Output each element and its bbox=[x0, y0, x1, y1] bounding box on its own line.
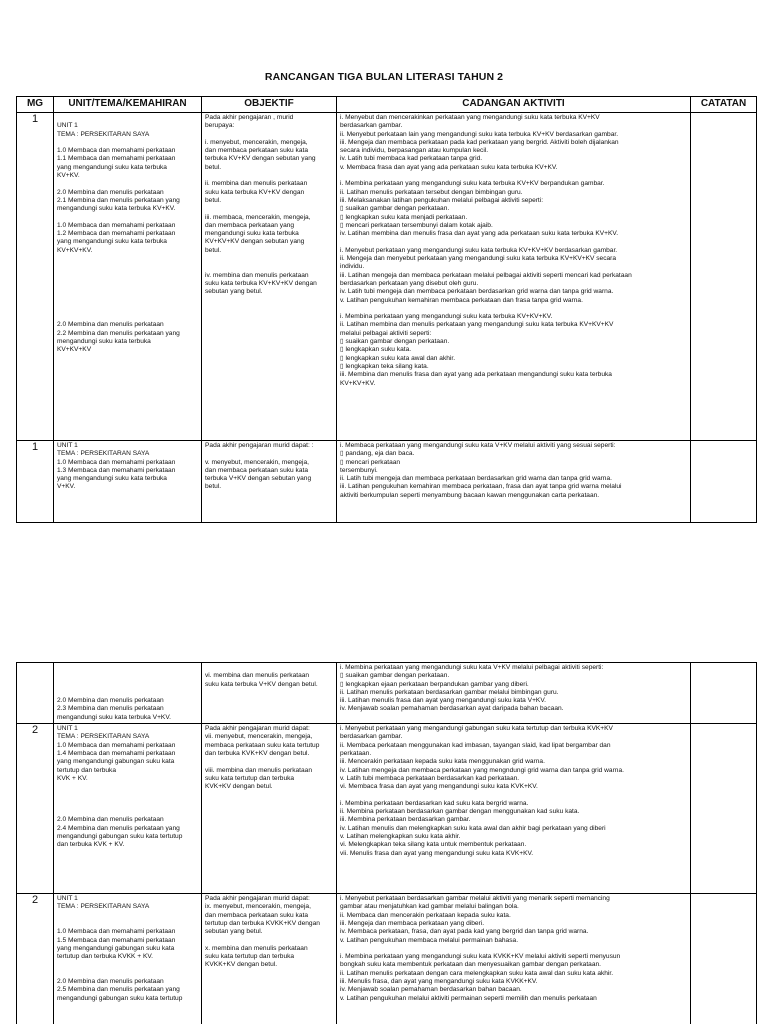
unit-line bbox=[57, 920, 198, 928]
unit-line: tertutup dan terbuka KVKK + KV. bbox=[57, 953, 153, 961]
objektif-line bbox=[205, 255, 333, 263]
objektif-line: suku kata tertutup dan terbuka bbox=[205, 774, 295, 782]
cell-aktiviti bbox=[337, 663, 691, 724]
cell-unit bbox=[54, 113, 202, 441]
aktiviti-line: ▯ lengkapkan suku kata menjadi perkataan. bbox=[340, 213, 468, 221]
cell-objektif bbox=[202, 663, 337, 724]
plan-table bbox=[16, 96, 757, 523]
aktiviti-line: ▯ suaikan gambar dengan perkataan. bbox=[340, 338, 450, 346]
objektif-line: KVK+KV dengan betul. bbox=[205, 783, 273, 791]
aktiviti-line: v. Latihan melengkapkan suku kata akhir. bbox=[340, 832, 461, 840]
cell-catatan bbox=[691, 113, 757, 441]
aktiviti-line bbox=[340, 172, 687, 180]
objektif-line bbox=[205, 205, 333, 213]
page-2 bbox=[0, 662, 768, 1024]
aktiviti-line: ii. Latihan membina dan menulis perkataan yang mengandungi suku kata terbuka KV+KV+KV bbox=[340, 321, 614, 329]
header-unit: UNIT/TEMA/KEMAHIRAN bbox=[54, 97, 202, 113]
unit-line: 1.3 Membaca dan memahami perkataan bbox=[57, 466, 176, 474]
cell-mg: 1 bbox=[17, 113, 54, 441]
objektif-line: x. membina dan menulis perkataan bbox=[205, 944, 308, 952]
table-row bbox=[17, 894, 757, 1024]
aktiviti-line: iv. Latihan membina dan menulis frasa dan ayat yang ada perkataan suku kata terbuka KV+KV. bbox=[340, 230, 619, 238]
plan-table-continued bbox=[16, 662, 757, 1024]
unit-line bbox=[57, 139, 198, 147]
aktiviti-line: iii. Latihan pengukuhan kemahiran membaca perkataan, frasa dan ayat tanpa grid warna melalui bbox=[340, 483, 622, 491]
unit-line: mengandungi suku kata terbuka bbox=[57, 338, 151, 346]
objektif-line bbox=[205, 172, 333, 180]
unit-line bbox=[57, 297, 198, 305]
aktiviti-line: ii. Latih tubi mengeja dan membaca perkataan berdasarkan grid warna dan tanpa grid warna. bbox=[340, 475, 612, 483]
unit-line: 1.0 Membaca dan memahami perkataan bbox=[57, 928, 176, 936]
aktiviti-line: iv. Latih tubi mengeja dan membaca perkataan berdasarkan grid warna dan tanpa grid warna. bbox=[340, 288, 614, 296]
unit-line bbox=[57, 272, 198, 280]
objektif-line: dan terbuka KVK+KV dengan betul. bbox=[205, 749, 310, 757]
unit-line: yang mengandungi suku kata terbuka bbox=[57, 475, 167, 483]
aktiviti-line: secara individu, berpasangan atau kumpulan kecil. bbox=[340, 147, 489, 155]
objektif-line: ii. membina dan menulis perkataan bbox=[205, 180, 308, 188]
aktiviti-line: ▯ suaikan gambar dengan perkataan. bbox=[340, 205, 450, 213]
cell-mg: 1 bbox=[17, 441, 54, 523]
unit-line: 1.0 Membaca dan memahami perkataan bbox=[57, 458, 176, 466]
aktiviti-line: iii. Latihan menulis frasa dan ayat yang mengandungi suku kata V+KV. bbox=[340, 697, 546, 705]
aktiviti-line: iii. Latihan mengeja dan membaca perkataan melalui pelbagai aktiviti seperti mencari kad perkataan bbox=[340, 271, 632, 279]
aktiviti-line: i. Membina perkataan yang mengandungi suku kata terbuka KV+KV berpandukan gambar. bbox=[340, 180, 605, 188]
unit-line: 2.0 Membina dan menulis perkataan bbox=[57, 978, 164, 986]
unit-line: 1.0 Membaca dan memahami perkataan bbox=[57, 741, 176, 749]
cell-aktiviti bbox=[337, 894, 691, 1024]
aktiviti-line: iv. Latihan mengeja dan membaca perkataan yang mengndungi grid warna dan tanpa grid warna. bbox=[340, 766, 624, 774]
objektif-line bbox=[205, 664, 333, 672]
unit-line: TEMA : PERSEKITARAN SAYA bbox=[57, 450, 150, 458]
cell-unit bbox=[54, 663, 202, 724]
objektif-line: suku kata terbuka V+KV dengan betul. bbox=[205, 680, 318, 688]
unit-line bbox=[57, 783, 198, 791]
aktiviti-line bbox=[340, 305, 687, 313]
header-catatan: CATATAN bbox=[691, 97, 757, 113]
aktiviti-line: iii. Mencerakin perkataan kepada suku kata menggunakan grid warna. bbox=[340, 758, 545, 766]
unit-line: UNIT 1 bbox=[57, 895, 78, 903]
unit-line bbox=[57, 263, 198, 271]
aktiviti-line: ▯ lengkapkan teka silang kata. bbox=[340, 362, 429, 370]
objektif-line: terbuka V+KV dengan sebutan yang bbox=[205, 475, 312, 483]
unit-line: 1.5 Membaca dan memahami perkataan bbox=[57, 936, 176, 944]
aktiviti-line: ii. Latihan menulis perkataan dengan cara melengkapkan suku kata awal dan suku kata akhir. bbox=[340, 969, 614, 977]
objektif-line bbox=[205, 131, 333, 139]
objektif-line: tertutup dan terbuka KVKK+KV dengan bbox=[205, 919, 320, 927]
objektif-line: berupaya: bbox=[205, 122, 235, 130]
aktiviti-line: i. Membina perkataan yang mengandungi suku kata V+KV melalui pelbagai aktiviti seperti: bbox=[340, 664, 604, 671]
objektif-line: KV+KV+KV dengan sebutan yang bbox=[205, 238, 305, 246]
unit-line bbox=[57, 214, 198, 222]
unit-line bbox=[57, 288, 198, 296]
aktiviti-line: ▯ pandang, eja dan baca. bbox=[340, 450, 415, 458]
unit-line: UNIT 1 bbox=[57, 725, 78, 733]
unit-line: mengandungi gabungan suku kata tertutup bbox=[57, 832, 183, 840]
aktiviti-line: iii. Membina dan menulis frasa dan ayat yang ada perkataan mengandungi suku kata terbuka bbox=[340, 371, 612, 379]
cell-aktiviti bbox=[337, 724, 691, 894]
objektif-line: i. menyebut, mencerakin, mengeja, bbox=[205, 138, 308, 146]
unit-line: yang mengandungi gabungan suku kata bbox=[57, 758, 175, 766]
objektif-line: Pada akhir pengajaran murid dapat: bbox=[205, 895, 310, 903]
aktiviti-line: vi. Membaca frasa dan ayat yang mengandungi suku kata KVK+KV. bbox=[340, 783, 538, 791]
aktiviti-line: i. Membina perkataan berdasarkan kad suku kata bergrid warna. bbox=[340, 799, 529, 807]
objektif-line: viii. membina dan menulis perkataan bbox=[205, 766, 313, 774]
objektif-line: Pada akhir pengajaran murid dapat: bbox=[205, 725, 310, 733]
unit-line: 1.0 Membaca dan memahami perkataan bbox=[57, 147, 176, 155]
aktiviti-line: ▯ suaikan gambar dengan perkataan. bbox=[340, 672, 450, 680]
aktiviti-line: vi. Melengkapkan teka silang kata untuk membentuk perkataan. bbox=[340, 841, 527, 849]
objektif-line: Pada akhir pengajaran , murid bbox=[205, 114, 294, 121]
aktiviti-line: iv. Latihan menulis dan melengkapkan suku kata awal dan akhir bagi perkataan yang diberi bbox=[340, 824, 606, 832]
aktiviti-line: iii. Mengeja dan membaca perkataan pada kad perkataan yang bergrid. Aktiviti boleh dijalankan bbox=[340, 138, 619, 146]
aktiviti-line: iii. Membina perkataan berdasarkan gambar. bbox=[340, 816, 471, 824]
aktiviti-line bbox=[340, 791, 687, 799]
objektif-line: dan membaca perkataan suku kata bbox=[205, 466, 308, 474]
unit-line: tertutup dan terbuka bbox=[57, 766, 117, 774]
unit-line: 2.2 Membina dan menulis perkataan yang bbox=[57, 329, 180, 337]
table-row bbox=[17, 441, 757, 523]
objektif-line: suku kata tertutup dan terbuka bbox=[205, 953, 295, 961]
aktiviti-line: bongkah suku kata membentuk perkataan dan menyesuaikan gambar dengan perkataan. bbox=[340, 961, 601, 969]
objektif-line: suku kata terbuka KV+KV+KV dengan bbox=[205, 279, 317, 287]
header-aktiviti: CADANGAN AKTIVITI bbox=[337, 97, 691, 113]
objektif-line: dan membaca perkataan suku kata bbox=[205, 147, 308, 155]
aktiviti-line: i. Membina perkataan yang mengandungi suku kata KVKK+KV melalui aktiviti seperti menyusun bbox=[340, 953, 621, 961]
unit-line: mengandungi suku kata terbuka V+KV. bbox=[57, 713, 171, 721]
unit-line: yang mengandungi suku kata terbuka bbox=[57, 238, 167, 246]
objektif-line: mengandungi suku kata terbuka bbox=[205, 230, 299, 238]
cell-catatan bbox=[691, 724, 757, 894]
table-header-row bbox=[17, 97, 757, 113]
aktiviti-line: tersembunyi. bbox=[340, 466, 378, 474]
objektif-line bbox=[205, 263, 333, 271]
aktiviti-line: i. Membina perkataan yang mengandungi suku kata terbuka KV+KV+KV. bbox=[340, 313, 553, 321]
unit-line: TEMA : PERSEKITARAN SAYA bbox=[57, 903, 150, 911]
aktiviti-line: ▯ lengkapkan suku kata awal dan akhir. bbox=[340, 354, 456, 362]
document-title: RANCANGAN TIGA BULAN LITERASI TAHUN 2 bbox=[264, 71, 504, 83]
aktiviti-line: iv. Membaca perkataan, frasa, dan ayat pada kad yang bergrid dan tanpa grid warna. bbox=[340, 928, 589, 936]
aktiviti-line bbox=[340, 945, 687, 953]
aktiviti-line bbox=[340, 238, 687, 246]
objektif-line bbox=[205, 758, 333, 766]
cell-catatan bbox=[691, 441, 757, 523]
unit-line: KV+KV+KV. bbox=[57, 246, 93, 254]
objektif-line: dan membaca perkataan yang bbox=[205, 221, 295, 229]
objektif-line: iii. membaca, mencerakin, mengeja, bbox=[205, 213, 311, 221]
aktiviti-line: vii. Menulis frasa dan ayat yang mengandungi suku kata KVK+KV. bbox=[340, 849, 534, 857]
aktiviti-line: v. Latihan pengukuhan membaca melalui permainan bahasa. bbox=[340, 936, 519, 944]
unit-line bbox=[57, 791, 198, 799]
table-row bbox=[17, 724, 757, 894]
aktiviti-line: ▯ mencari perkataan tersembunyi dalam kotak ajaib. bbox=[340, 221, 493, 229]
unit-line: 2.0 Membina dan menulis perkataan bbox=[57, 321, 164, 329]
objektif-line: iv. membina dan menulis perkataan bbox=[205, 271, 309, 279]
cell-objektif bbox=[202, 724, 337, 894]
aktiviti-line: iv. Menjawab soalan pemahaman berdasarkan bahan bacaan. bbox=[340, 986, 522, 994]
aktiviti-line: KV+KV+KV. bbox=[340, 379, 376, 387]
table-row bbox=[17, 113, 757, 441]
unit-line bbox=[57, 255, 198, 263]
unit-line: KVK + KV. bbox=[57, 774, 88, 782]
aktiviti-line: iii. Mengeja dan membaca perkataan yang diberi. bbox=[340, 919, 485, 927]
unit-line bbox=[57, 681, 198, 689]
aktiviti-line: berdasarkan gambar. bbox=[340, 122, 403, 130]
aktiviti-line: i. Menyebut perkataan yang mengandungi suku kata terbuka KV+KV+KV berdasarkan gambar. bbox=[340, 246, 618, 254]
unit-line: V+KV. bbox=[57, 483, 76, 491]
aktiviti-line: gambar atau menjatuhkan kad gambar melalui balingan bola. bbox=[340, 903, 519, 911]
cell-objektif bbox=[202, 113, 337, 441]
cell-mg: 2 bbox=[17, 724, 54, 894]
aktiviti-line: v. Latihan pengukuhan kemahiran membaca perkataan dan frasa tanpa grid warna. bbox=[340, 296, 583, 304]
unit-line: TEMA : PERSEKITARAN SAYA bbox=[57, 130, 150, 138]
aktiviti-line: iv. Latih tubi membaca kad perkataan tanpa grid. bbox=[340, 155, 483, 163]
aktiviti-line: i. Menyebut perkataan berdasarkan gambar melalui aktiviti yang menarik seperti memancing bbox=[340, 895, 610, 903]
aktiviti-line: ii. Membaca dan mencerakin perkataan kepada suku kata. bbox=[340, 911, 511, 919]
unit-line: yang mengandungi gabungan suku kata bbox=[57, 944, 175, 952]
aktiviti-line: i. Menyebut perkataan yang mengandungi gabungan suku kata tertutup dan terbuka KVK+KV bbox=[340, 725, 613, 733]
unit-line bbox=[57, 912, 198, 920]
unit-line: dan terbuka KVK + KV. bbox=[57, 841, 125, 849]
unit-line: 2.3 Membina dan menulis perkataan bbox=[57, 705, 164, 713]
aktiviti-line: i. Membaca perkataan yang mengandungi suku kata V+KV melalui aktiviti yang sesuai seperti: bbox=[340, 442, 616, 449]
cell-catatan bbox=[691, 663, 757, 724]
unit-line: 1.0 Membaca dan memahami perkataan bbox=[57, 221, 176, 229]
aktiviti-line: ii. Latihan menulis perkataan tersebut dengan bimbingan guru. bbox=[340, 188, 523, 196]
unit-line bbox=[57, 689, 198, 697]
aktiviti-line: berdasarkan gambar. bbox=[340, 733, 403, 741]
aktiviti-line: ii. Mengeja dan menyebut perkataan yang mengandungi suku kata terbuka KV+KV+KV secara bbox=[340, 255, 617, 263]
aktiviti-line: iv. Menjawab soalan pemahaman berdasarkan ayat daripada bahan bacaan. bbox=[340, 705, 564, 713]
header-objektif: OBJEKTIF bbox=[202, 97, 337, 113]
aktiviti-line: melalui pelbagai aktiviti seperti: bbox=[340, 329, 432, 337]
objektif-line bbox=[205, 937, 333, 945]
objektif-line: betul. bbox=[205, 196, 222, 204]
unit-line bbox=[57, 114, 198, 122]
unit-line bbox=[57, 808, 198, 816]
cell-aktiviti bbox=[337, 113, 691, 441]
unit-line: 1.1 Membaca dan memahami perkataan bbox=[57, 155, 176, 163]
unit-line: 2.5 Membina dan menulis perkataan yang bbox=[57, 986, 180, 994]
unit-line bbox=[57, 800, 198, 808]
unit-line bbox=[57, 280, 198, 288]
cell-aktiviti bbox=[337, 441, 691, 523]
unit-line: 2.0 Membina dan menulis perkataan bbox=[57, 816, 164, 824]
objektif-line: sebutan yang betul. bbox=[205, 288, 263, 296]
objektif-line: dan membaca perkataan suku kata bbox=[205, 911, 308, 919]
aktiviti-line: berdasarkan perkataan yang disebut oleh guru. bbox=[340, 279, 479, 287]
objektif-line: Pada akhir pengajaran murid dapat: : bbox=[205, 442, 314, 449]
unit-line: KV+KV+KV bbox=[57, 346, 92, 354]
header-mg: MG bbox=[17, 97, 54, 113]
unit-line: UNIT 1 bbox=[57, 442, 78, 449]
cell-objektif bbox=[202, 441, 337, 523]
objektif-line: vi. membina dan menulis perkataan bbox=[205, 672, 310, 680]
aktiviti-line: ii. Membaca perkataan menggunakan kad imbasan, tayangan slaid, kad lipat bergambar dan bbox=[340, 741, 611, 749]
aktiviti-line: v. Membaca frasa dan ayat yang ada perkataan suku kata terbuka KV+KV. bbox=[340, 163, 558, 171]
aktiviti-line: iii. Melaksanakan latihan pengukuhan melalui pelbagai aktiviti seperti: bbox=[340, 196, 544, 204]
aktiviti-line: v. Latihan pengukuhan melalui aktiviti permainan seperti memilih dan menulis perkataan bbox=[340, 994, 597, 1002]
cell-objektif bbox=[202, 894, 337, 1024]
unit-line: 1.4 Membaca dan memahami perkataan bbox=[57, 749, 176, 757]
unit-line: 2.0 Membina dan menulis perkataan bbox=[57, 188, 164, 196]
cell-mg bbox=[17, 663, 54, 724]
unit-line bbox=[57, 180, 198, 188]
objektif-line: membaca perkataan suku kata tertutup bbox=[205, 741, 320, 749]
unit-line: TEMA : PERSEKITARAN SAYA bbox=[57, 733, 150, 741]
aktiviti-line: aktiviti berkumpulan seperti menyambung bacaan kawan menggunakan carta perkataan. bbox=[340, 491, 600, 499]
cell-unit bbox=[54, 441, 202, 523]
page-gap bbox=[0, 560, 768, 662]
aktiviti-line: ▯ lengkapkan suku kata. bbox=[340, 346, 412, 354]
objektif-line: sebutan yang betul. bbox=[205, 928, 263, 936]
cell-unit bbox=[54, 724, 202, 894]
aktiviti-line: i. Menyebut dan mencerakinkan perkataan yang mengandungi suku kata terbuka KV+KV bbox=[340, 114, 600, 121]
cell-unit bbox=[54, 894, 202, 1024]
unit-line: 2.0 Membina dan menulis perkataan bbox=[57, 697, 164, 705]
aktiviti-line: iii. Menulis frasa, dan ayat yang mengandungi suku kata KVKK+KV. bbox=[340, 978, 538, 986]
cell-mg: 2 bbox=[17, 894, 54, 1024]
objektif-line: terbuka KV+KV dengan sebutan yang bbox=[205, 155, 316, 163]
aktiviti-line: ii. Latihan menulis perkataan berdasarkan gambar melalui bimbingan guru. bbox=[340, 688, 559, 696]
unit-line: yang mengandungi suku kata terbuka bbox=[57, 163, 167, 171]
unit-line bbox=[57, 672, 198, 680]
unit-line: KV+KV. bbox=[57, 172, 80, 180]
unit-line bbox=[57, 664, 198, 672]
aktiviti-line: ▯ lengkapkan ejaan perkataan berpandukan gambar yang diberi. bbox=[340, 680, 529, 688]
unit-line: 2.4 Membina dan menulis perkataan yang bbox=[57, 824, 180, 832]
objektif-line: v. menyebut, mencerakin, mengeja, bbox=[205, 458, 309, 466]
aktiviti-line: perkataan. bbox=[340, 749, 372, 757]
unit-line bbox=[57, 313, 198, 321]
unit-line bbox=[57, 961, 198, 969]
objektif-line bbox=[205, 450, 333, 458]
unit-line: UNIT 1 bbox=[57, 122, 78, 130]
unit-line bbox=[57, 305, 198, 313]
unit-line: mengandungi suku kata terbuka KV+KV. bbox=[57, 205, 176, 213]
objektif-line: betul. bbox=[205, 163, 222, 171]
objektif-line: betul. bbox=[205, 246, 222, 254]
aktiviti-line: v. Latih tubi membaca perkataan berdasarkan kad perkataan. bbox=[340, 774, 520, 782]
unit-line: mengandungi gabungan suku kata tertutup bbox=[57, 994, 183, 1002]
unit-line: 1.2 Membaca dan memahami perkataan bbox=[57, 230, 176, 238]
unit-line: 2.1 Membina dan menulis perkataan yang bbox=[57, 196, 180, 204]
objektif-line: ix. menyebut, mencerakin, mengeja, bbox=[205, 903, 311, 911]
aktiviti-line: ▯ mencari perkataan bbox=[340, 458, 401, 466]
unit-line bbox=[57, 970, 198, 978]
aktiviti-line: ii. Menyebut perkataan lain yang mengandungi suku kata terbuka KV+KV berdasarkan gambar. bbox=[340, 130, 619, 138]
aktiviti-line: ii. Membina perkataan berdasarkan gambar dengan menggunakan kad suku kata. bbox=[340, 808, 580, 816]
aktiviti-line: individu. bbox=[340, 263, 365, 271]
objektif-line: KVKK+KV dengan betul. bbox=[205, 961, 278, 969]
objektif-line: vii. menyebut, mencerakin, mengeja, bbox=[205, 733, 313, 741]
objektif-line: suku kata terbuka KV+KV dengan bbox=[205, 188, 305, 196]
cell-catatan bbox=[691, 894, 757, 1024]
objektif-line: betul. bbox=[205, 483, 222, 491]
table-row bbox=[17, 663, 757, 724]
